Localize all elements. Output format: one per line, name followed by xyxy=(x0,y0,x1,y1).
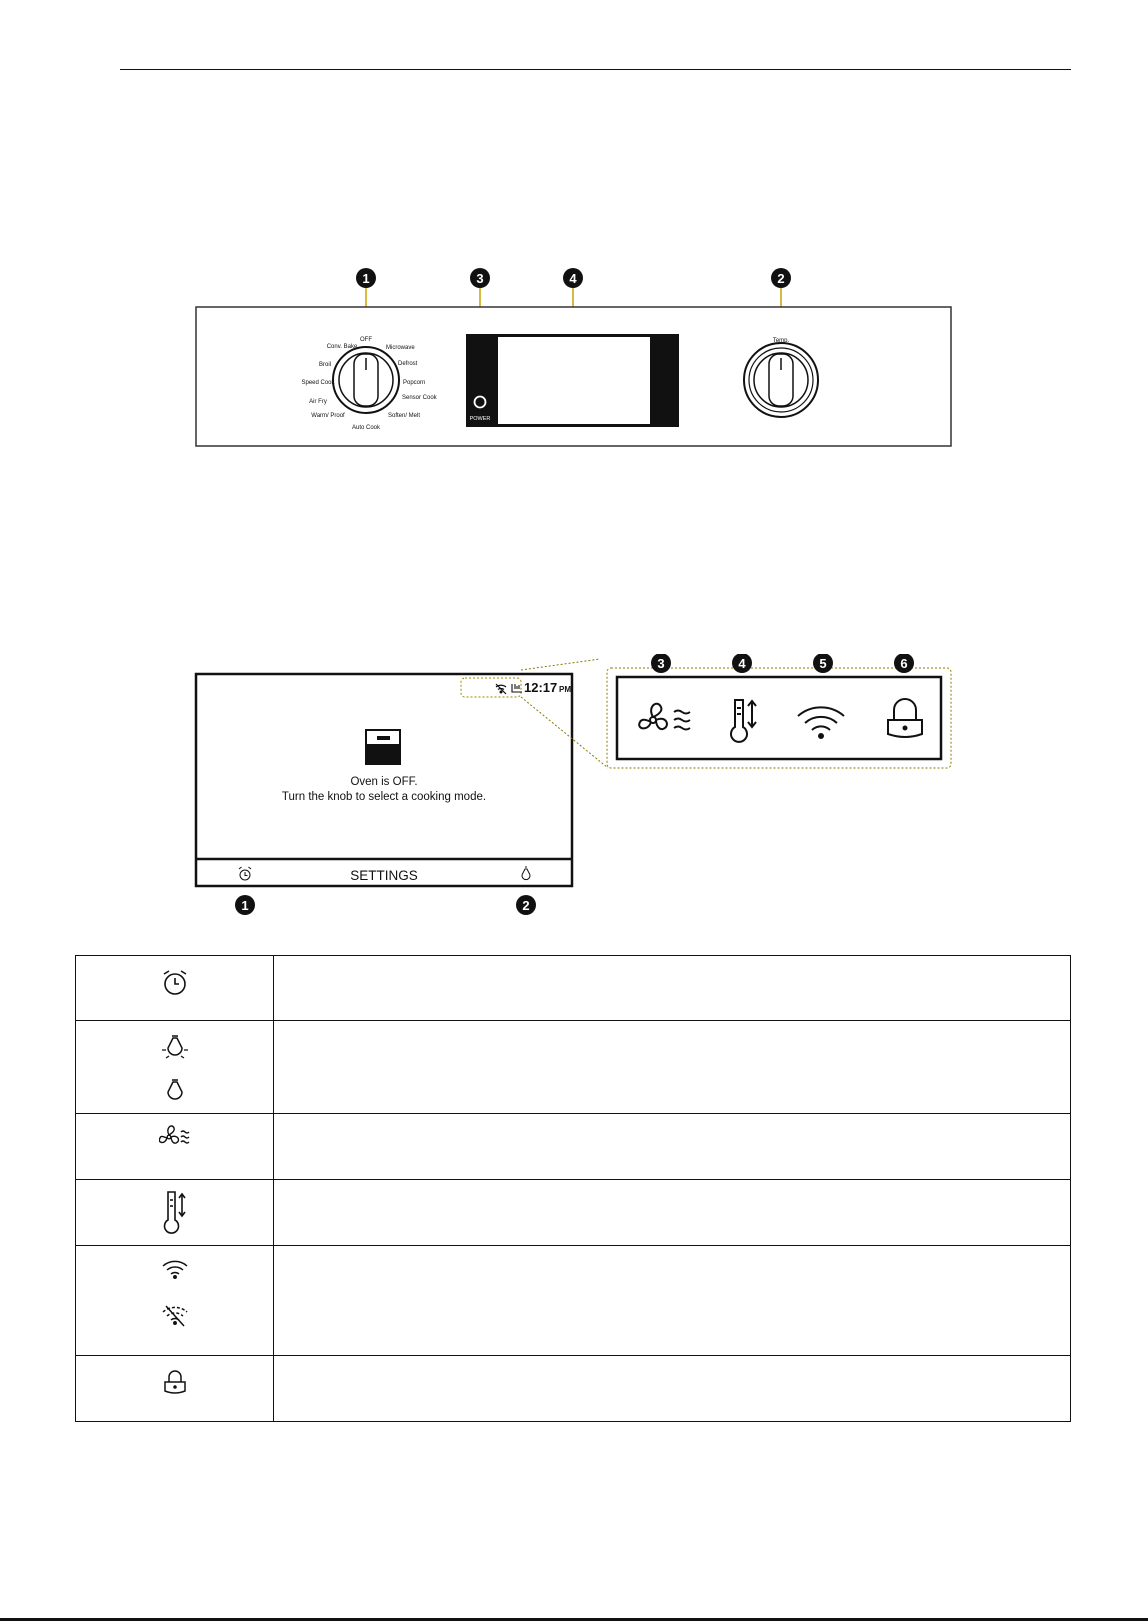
wifi-icon xyxy=(160,1256,190,1282)
dial-label-popcorn: Popcorn xyxy=(403,380,426,386)
svg-text:4: 4 xyxy=(569,271,577,286)
description-cell xyxy=(274,1356,1071,1422)
description-cell xyxy=(274,1021,1071,1114)
table-row xyxy=(76,1114,1071,1180)
table-row xyxy=(76,956,1071,1021)
header-rule xyxy=(120,69,1071,70)
temp-knob-label: Temp. xyxy=(772,338,790,344)
zoom-callout-3 xyxy=(651,654,671,673)
oven-icon xyxy=(366,730,400,764)
svg-text:5: 5 xyxy=(819,656,827,671)
dial-label-sensor-cook: Sensor Cook xyxy=(402,395,437,401)
svg-text:3: 3 xyxy=(657,656,665,671)
description-cell xyxy=(274,1114,1071,1180)
icon-cell xyxy=(76,956,274,1021)
description-cell xyxy=(274,1180,1071,1246)
table-row xyxy=(76,1356,1071,1422)
svg-text:POWER: POWER xyxy=(469,416,491,422)
dial-label-soften-melt: Soften/ Melt xyxy=(388,413,421,419)
status-line-1: Oven is OFF. xyxy=(350,776,418,788)
icon-cell xyxy=(76,1180,274,1246)
dial-label-broil: Broil xyxy=(318,362,332,368)
temp-knob[interactable] xyxy=(744,343,818,417)
icon-cell xyxy=(76,1246,274,1356)
wifi-off-icon xyxy=(160,1302,190,1328)
table-row xyxy=(76,1180,1071,1246)
svg-text:6: 6 xyxy=(900,656,908,671)
svg-text:4: 4 xyxy=(738,656,746,671)
icon-cell xyxy=(76,1114,274,1180)
svg-text:2: 2 xyxy=(777,271,785,286)
display-callout-1 xyxy=(235,895,255,915)
light-off-icon xyxy=(160,1077,190,1107)
dial-label-off: OFF xyxy=(360,337,372,343)
table-row xyxy=(76,1021,1071,1114)
alarm-clock-icon xyxy=(160,968,190,998)
dial-label-auto-cook: Auto Cook xyxy=(351,425,381,431)
zoom-panel xyxy=(617,677,941,759)
thermometer-icon xyxy=(160,1188,190,1236)
dial-label-microwave: Microwave xyxy=(386,345,415,351)
fan-icon xyxy=(159,1124,191,1150)
svg-text:1: 1 xyxy=(241,898,249,913)
zoom-callout-5 xyxy=(813,654,833,673)
svg-text:3: 3 xyxy=(476,271,484,286)
svg-text:1: 1 xyxy=(362,271,370,286)
zoom-callout-4 xyxy=(732,654,752,673)
zoom-callout-6 xyxy=(894,654,914,673)
clock-ampm: PM xyxy=(559,685,571,694)
settings-button[interactable]: SETTINGS xyxy=(350,868,418,883)
control-panel-diagram xyxy=(180,262,960,462)
mode-dial[interactable] xyxy=(333,347,399,413)
clock-time: 12:17 xyxy=(524,680,558,695)
display-window[interactable] xyxy=(466,334,679,427)
dial-label-defrost: Defrost xyxy=(398,361,418,367)
dial-label-warm-proof: Warm/ Proof xyxy=(311,413,345,419)
description-cell xyxy=(274,956,1071,1021)
icon-legend-table xyxy=(75,955,1071,1422)
lock-icon xyxy=(160,1368,190,1396)
icon-cell xyxy=(76,1021,274,1114)
dial-label-air-fry: Air Fry xyxy=(309,399,327,405)
icon-cell xyxy=(76,1356,274,1422)
status-line-2: Turn the knob to select a cooking mode. xyxy=(281,791,487,803)
display-callout-2 xyxy=(516,895,536,915)
description-cell xyxy=(274,1246,1071,1356)
table-row xyxy=(76,1246,1071,1356)
display-diagram xyxy=(190,654,960,924)
dial-label-speed-cook: Speed Cook xyxy=(301,380,335,386)
light-on-icon xyxy=(160,1033,190,1063)
dial-label-conv-bake: Conv. Bake xyxy=(326,344,358,350)
svg-text:2: 2 xyxy=(522,898,530,913)
